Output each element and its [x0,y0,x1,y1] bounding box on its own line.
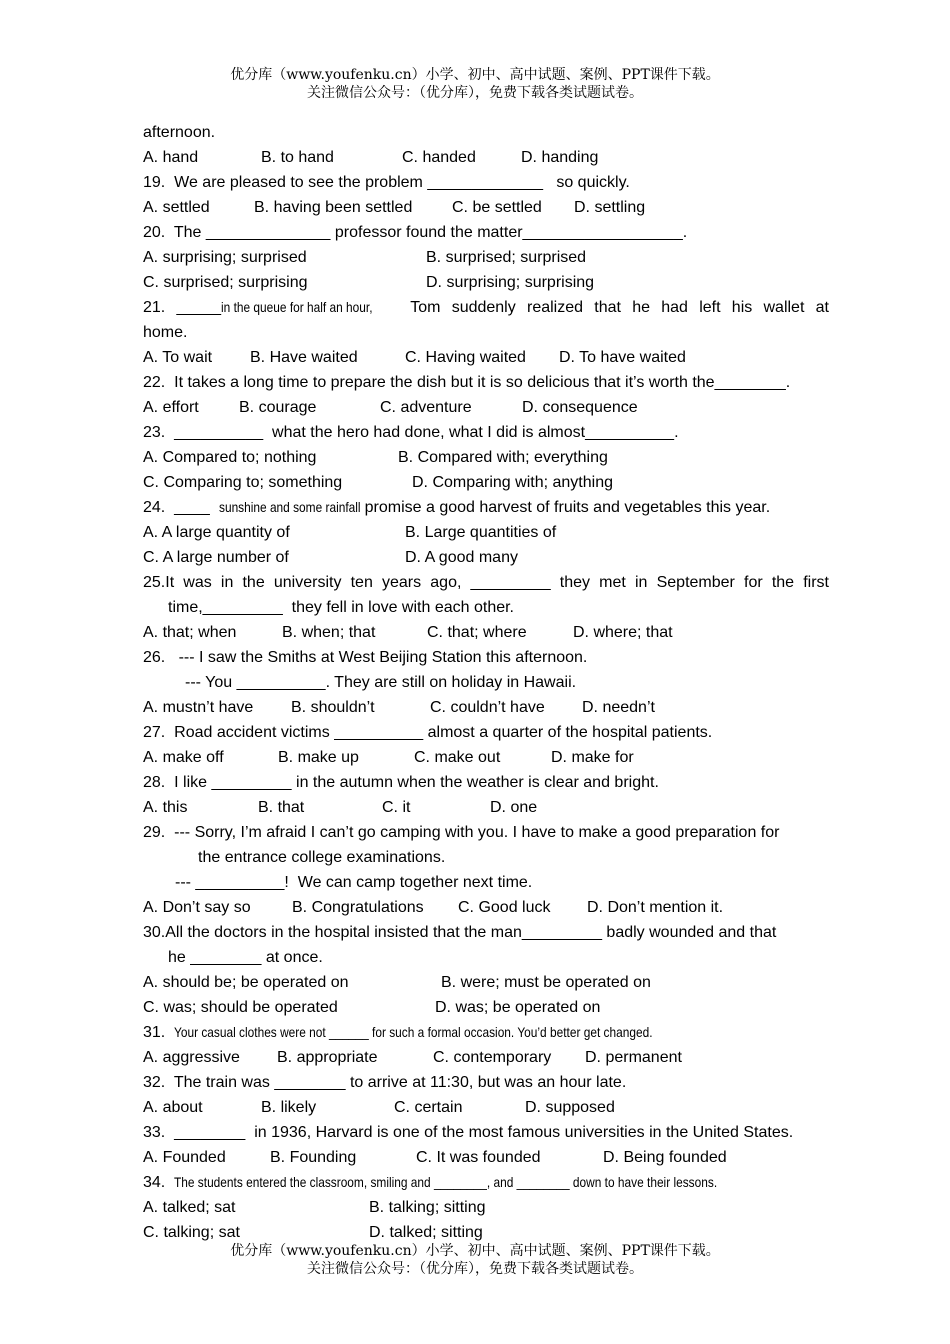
narrow-text: in the queue for half an hour, [221,299,373,315]
option-a: A. A large quantity of [143,524,290,541]
question-28: 28. I like _________ in the autumn when the weather is clear and bright. [143,774,659,791]
options-q25 [143,620,829,645]
option-c: C. A large number of [143,549,289,566]
header-line-2: 关注微信公众号：（优分库），免费下载各类试题试卷。 [307,85,643,101]
option-c: C. Good luck [458,899,551,916]
option-b: B. Compared with; everything [398,449,608,466]
question-24 [143,495,829,520]
question-number: 21. _____ [143,299,221,316]
options-q27 [143,745,829,770]
option-c: C. It was founded [416,1149,541,1166]
option-a: A. Founded [143,1149,226,1166]
option-c: C. make out [414,749,501,766]
options-q30-row1 [143,970,829,995]
option-d: D. Comparing with; anything [412,474,613,491]
options-q31 [143,1045,829,1070]
option-d: D. consequence [522,399,638,416]
question-31 [143,1020,829,1045]
option-c: C. Comparing to; something [143,474,343,491]
question-21 [143,295,829,320]
question-32: 32. The train was ________ to arrive at 11:30, but was an hour late. [143,1074,627,1091]
option-c: C. adventure [380,399,472,416]
text-line: --- __________! We can camp together next time. [175,874,533,891]
option-d: D. make for [551,749,634,766]
option-a: A. effort [143,399,199,416]
option-d: D. was; be operated on [435,999,601,1016]
narrow-text: The students entered the classroom, smiling and ________, and ________ down to have their lessons. [174,1174,718,1190]
question-27: 27. Road accident victims __________ almost a quarter of the hospital patients. [143,724,713,741]
option-b: B. surprised; surprised [426,249,587,266]
option-a: A. Don’t say so [143,899,251,916]
option-a: A. about [143,1099,203,1116]
option-b: B. appropriate [277,1049,378,1066]
option-b: B. having been settled [254,199,413,216]
option-d: D. talked; sitting [369,1224,483,1241]
options-q24-row1 [143,520,829,545]
question-number: 31. [143,1024,175,1041]
options-q24-row2 [143,545,829,570]
footer-line-2: 关注微信公众号：（优分库），免费下载各类试题试卷。 [307,1261,643,1277]
option-b: B. Large quantities of [405,524,557,541]
option-d: D. surprising; surprising [426,274,595,291]
question-25: 25.It was in the university ten years ago, _________ they met in September for the first [143,574,829,591]
text-line: home. [143,324,188,341]
option-b: B. talking; sitting [369,1199,486,1216]
option-c: C. handed [402,149,476,166]
option-d: D. Don’t mention it. [587,899,724,916]
question-23: 23. __________ what the hero had done, what I did is almost__________. [143,424,679,441]
narrow-text: sunshine and some rainfall [218,499,361,515]
option-b: B. likely [261,1099,317,1116]
question-33: 33. ________ in 1936, Harvard is one of the most famous universities in the United States. [143,1124,794,1141]
page-footer [0,1242,950,1278]
options-q20-row2 [143,270,829,295]
text-line: afternoon. [143,124,216,141]
options-q23-row1 [143,445,829,470]
exam-content [143,120,829,1245]
option-b: B. Founding [270,1149,357,1166]
option-a: A. this [143,799,188,816]
option-b: B. courage [239,399,317,416]
question-text: Tom suddenly realized that he had left his wallet at [399,299,829,316]
options-q19 [143,195,829,220]
question-20: 20. The ______________ professor found the matter__________________. [143,224,688,241]
option-d: D. permanent [585,1049,682,1066]
option-a: A. hand [143,149,199,166]
question-number: 34. [143,1174,175,1191]
option-d: D. handing [521,149,599,166]
options-q21 [143,345,829,370]
option-b: B. when; that [282,624,376,641]
options-q18 [143,145,829,170]
option-c: C. certain [394,1099,463,1116]
option-d: D. To have waited [559,349,686,366]
option-d: D. needn’t [582,699,655,716]
option-d: D. A good many [405,549,518,566]
options-q29 [143,895,829,920]
option-a: A. talked; sat [143,1199,236,1216]
question-number: 24. ____ [143,499,219,516]
option-a: A. mustn’t have [143,699,254,716]
option-b: B. that [258,799,305,816]
options-q20-row1 [143,245,829,270]
option-c: C. contemporary [433,1049,552,1066]
options-q33 [143,1145,829,1170]
option-a: A. settled [143,199,210,216]
option-c: C. surprised; surprising [143,274,308,291]
options-q30-row2 [143,995,829,1020]
header-line-1: 优分库（www.youfenku.cn）小学、初中、高中试题、案例、PPT课件下载。 [230,67,720,83]
option-c: C. Having waited [405,349,526,366]
question-19: 19. We are pleased to see the problem _____________ so quickly. [143,174,630,191]
option-a: A. Compared to; nothing [143,449,317,466]
option-d: D. settling [574,199,646,216]
option-c: C. it [382,799,411,816]
option-b: B. shouldn’t [291,699,375,716]
option-c: C. couldn’t have [430,699,545,716]
text-line: the entrance college examinations. [198,849,446,866]
option-c: C. be settled [452,199,542,216]
question-30: 30.All the doctors in the hospital insisted that the man_________ badly wounded and that [143,924,777,941]
option-c: C. was; should be operated [143,999,338,1016]
option-b: B. were; must be operated on [441,974,651,991]
options-q23-row2 [143,470,829,495]
question-text: promise a good harvest of fruits and vegetables this year. [360,499,771,516]
option-a: A. surprising; surprised [143,249,307,266]
option-c: C. talking; sat [143,1224,240,1241]
option-a: A. that; when [143,624,237,641]
option-a: A. aggressive [143,1049,240,1066]
option-d: D. supposed [525,1099,615,1116]
option-b: B. to hand [261,149,334,166]
narrow-text: Your casual clothes were not ______ for such a formal occasion. You’d better get changed. [174,1024,653,1040]
question-34 [143,1170,829,1195]
option-c: C. that; where [427,624,527,641]
option-b: B. make up [278,749,359,766]
options-q26 [143,695,829,720]
question-29: 29. --- Sorry, I’m afraid I can’t go camping with you. I have to make a good preparation for [143,824,780,841]
option-a: A. make off [143,749,224,766]
text-line: --- You __________. They are still on holiday in Hawaii. [185,674,577,691]
option-d: D. Being founded [603,1149,727,1166]
options-q34-row1 [143,1195,829,1220]
question-22: 22. It takes a long time to prepare the dish but it is so delicious that it’s worth the________. [143,374,791,391]
text-line: he ________ at once. [168,949,323,966]
page-header [0,66,950,102]
options-q28 [143,795,829,820]
option-d: D. where; that [573,624,673,641]
option-a: A. should be; be operated on [143,974,349,991]
text-line: time,_________ they fell in love with each other. [168,599,514,616]
options-q32 [143,1095,829,1120]
question-26: 26. --- I saw the Smiths at West Beijing Station this afternoon. [143,649,588,666]
options-q22 [143,395,829,420]
option-b: B. Have waited [250,349,358,366]
option-d: D. one [490,799,538,816]
footer-line-1: 优分库（www.youfenku.cn）小学、初中、高中试题、案例、PPT课件下载。 [230,1243,720,1259]
option-a: A. To wait [143,349,213,366]
option-b: B. Congratulations [292,899,424,916]
